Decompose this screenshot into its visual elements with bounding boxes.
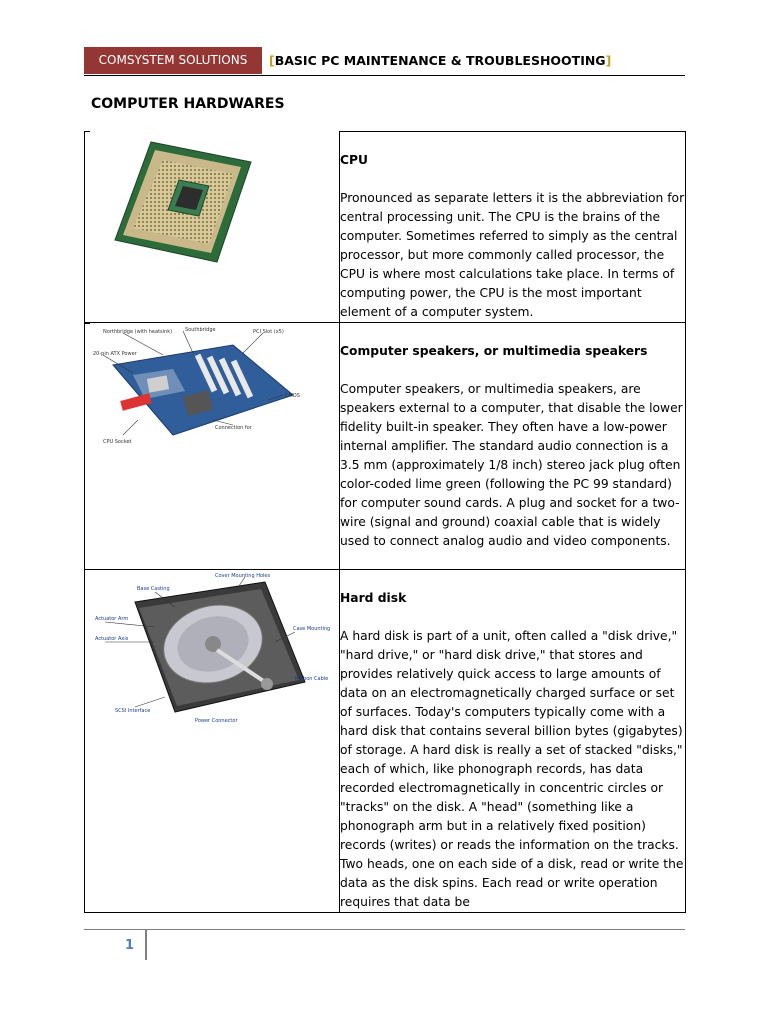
speakers-description-cell <box>340 323 686 570</box>
close-bracket: ] <box>605 53 612 68</box>
image-cell <box>85 570 340 913</box>
footer-divider <box>84 929 685 930</box>
hard-disk-description-cell <box>340 570 686 913</box>
svg-text:SCSI Interface: SCSI Interface <box>115 708 151 714</box>
svg-text:Base Casting: Base Casting <box>137 586 170 592</box>
svg-text:Connection for: Connection for <box>215 425 252 431</box>
section-body: Computer speakers, or multimedia speakers, are speakers external to a computer, that disable the lower fidelity built-in speaker. They often have a low-power internal amplifier. The standard audio connection is a 3.5 mm (approximately 1/8 inch) stereo jack plug often color-coded lime green (following the PC 99 standard) for computer sound cards. A plug and socket for a two-wire (signal and ground) coaxial cable that is widely used to connect analog audio and video components. <box>340 382 683 548</box>
svg-text:CMOS: CMOS <box>285 393 300 399</box>
company-name-banner: COMSYSTEM SOLUTIONS <box>84 47 262 74</box>
section-body: A hard disk is part of a unit, often called a "disk drive," "hard drive," or "hard disk drive," that stores and provides relatively quick access to large amounts of data on an electromagnetically charged surface or set of surfaces. Today's computers typically come with a hard disk that contains several billion bytes (gigabytes) of storage. A hard disk is really a set of stacked "disks," each of which, like phonograph records, has data recorded electromagnetically in concentric circles or "tracks" on the disk. A "head" (something like a phonograph arm but in a relatively fixed position) records (writes) or reads the information on the tracks. Two heads, one on each side of a disk, read or write the data as the disk spins. Each read or write operation requires that data be <box>340 629 684 909</box>
table-corner-mark <box>84 131 90 132</box>
section-body: Pronounced as separate letters it is the abbreviation for central processing unit. The CPU is the brains of the computer. Sometimes referred to simply as the central processor, but more commonly called processor, the CPU is where most calculations take place. In terms of computing power, the CPU is the most important element of a computer system. <box>340 191 685 319</box>
table-row <box>85 323 686 570</box>
open-bracket: [ <box>269 53 275 68</box>
svg-text:PCI Slot (x5): PCI Slot (x5) <box>253 329 284 335</box>
table-row <box>85 132 686 323</box>
svg-text:CPU Socket: CPU Socket <box>103 439 132 445</box>
svg-text:Southbridge: Southbridge <box>185 327 216 333</box>
svg-text:Cover Mounting Holes: Cover Mounting Holes <box>215 573 271 579</box>
svg-text:Actuator Arm: Actuator Arm <box>95 616 129 622</box>
page-header <box>84 47 685 76</box>
section-title: Hard disk <box>340 591 407 605</box>
section-title: CPU <box>340 153 369 167</box>
cpu-description-cell <box>340 132 686 323</box>
document-title <box>269 47 611 74</box>
image-cell <box>85 132 340 323</box>
svg-text:Actuator Axis: Actuator Axis <box>95 636 129 642</box>
section-title: Computer speakers, or multimedia speakers <box>340 344 648 358</box>
table-corner-mark <box>84 323 90 324</box>
svg-text:Ribbon Cable: Ribbon Cable <box>295 676 329 682</box>
svg-text:Northbridge (with heatsink): Northbridge (with heatsink) <box>103 329 173 335</box>
image-cell <box>85 323 340 570</box>
svg-text:Power Connector: Power Connector <box>195 718 238 724</box>
svg-text:20-pin ATX Power: 20-pin ATX Power <box>93 351 137 357</box>
page-heading: COMPUTER HARDWARES <box>91 96 285 112</box>
document-title-text: BASIC PC MAINTENANCE & TROUBLESHOOTING <box>274 53 606 68</box>
page-number-divider <box>145 930 147 960</box>
table-row <box>85 570 686 913</box>
page-number: 1 <box>125 938 135 953</box>
svg-text:Case Mounting: Case Mounting <box>293 626 331 632</box>
hardware-table <box>84 131 686 913</box>
